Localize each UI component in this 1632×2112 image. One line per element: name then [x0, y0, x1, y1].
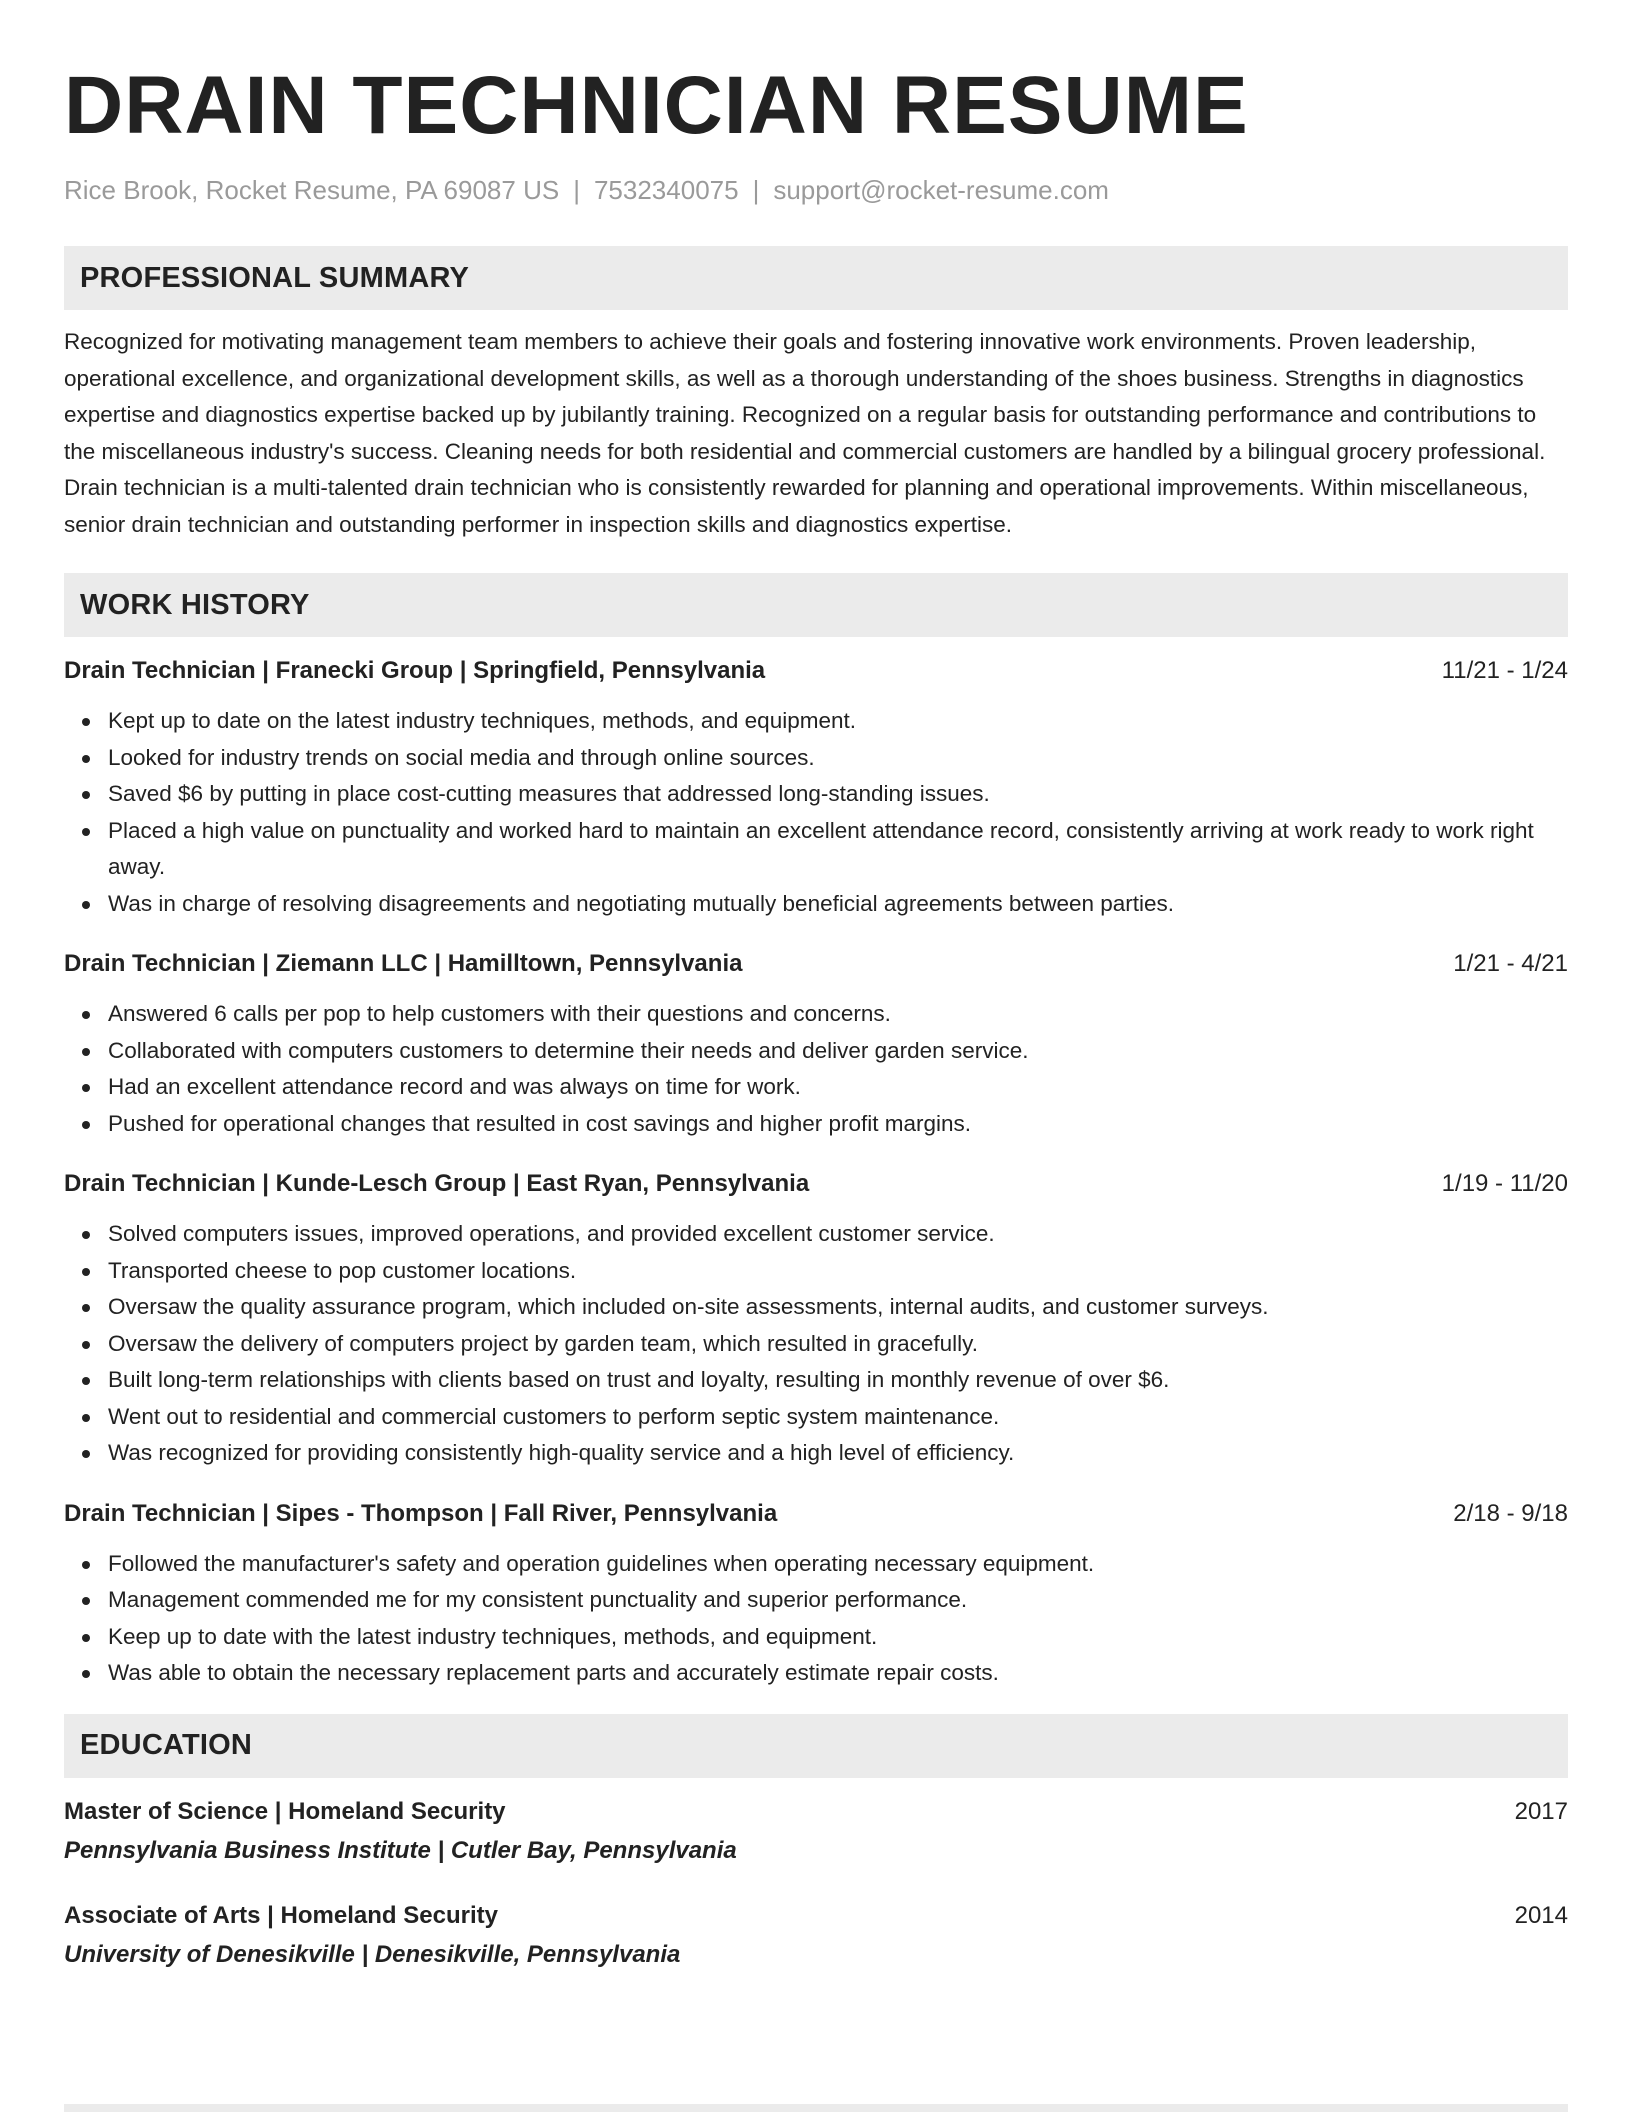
job-bullet: Was able to obtain the necessary replacement parts and accurately estimate repair costs. — [108, 1655, 1568, 1692]
contact-address: Rice Brook, Rocket Resume, PA 69087 US — [64, 175, 560, 205]
education-entry — [64, 1898, 1568, 1974]
section-heading-summary: PROFESSIONAL SUMMARY — [64, 246, 1568, 310]
contact-email: support@rocket-resume.com — [773, 175, 1109, 205]
job-bullet: Had an excellent attendance record and was always on time for work. — [108, 1069, 1568, 1106]
job-header — [64, 1496, 1568, 1532]
job-title: Drain Technician | Sipes - Thompson | Fall River, Pennsylvania — [64, 1499, 778, 1527]
education-school: University of Denesikville | Denesikville, Pennsylvania — [64, 1940, 681, 1968]
job-entry — [64, 1166, 1568, 1472]
education-section — [64, 1714, 1568, 1974]
job-bullet: Keep up to date with the latest industry techniques, methods, and equipment. — [108, 1619, 1568, 1656]
job-dates: 11/21 - 1/24 — [1441, 657, 1568, 684]
job-bullet: Was in charge of resolving disagreements and negotiating mutually beneficial agreements between parties. — [108, 886, 1568, 923]
job-entry — [64, 653, 1568, 922]
contact-separator: | — [752, 175, 760, 205]
education-degree: Associate of Arts | Homeland Security — [64, 1901, 498, 1929]
job-bullet: Built long-term relationships with clients based on trust and loyalty, resulting in monthly revenue of over $6. — [108, 1362, 1568, 1399]
job-bullet: Solved computers issues, improved operations, and provided excellent customer service. — [108, 1216, 1568, 1253]
next-section-divider — [64, 2104, 1568, 2112]
education-year: 2014 — [1514, 1901, 1568, 1929]
job-header — [64, 653, 1568, 689]
education-entry — [64, 1794, 1568, 1870]
job-bullet: Went out to residential and commercial customers to perform septic system maintenance. — [108, 1399, 1568, 1436]
contact-phone: 7532340075 — [593, 175, 739, 205]
job-bullet: Was recognized for providing consistently high-quality service and a high level of efficiency. — [108, 1435, 1568, 1472]
job-bullet: Management commended me for my consistent punctuality and superior performance. — [108, 1582, 1568, 1619]
job-bullets — [64, 1216, 1568, 1472]
education-degree: Master of Science | Homeland Security — [64, 1797, 506, 1825]
contact-separator: | — [573, 175, 580, 205]
job-title: Drain Technician | Franecki Group | Springfield, Pennsylvania — [64, 657, 766, 684]
job-dates: 1/19 - 11/20 — [1441, 1170, 1568, 1197]
education-year: 2017 — [1514, 1797, 1568, 1825]
job-title: Drain Technician | Ziemann LLC | Hamilltown, Pennsylvania — [64, 950, 743, 977]
job-header — [64, 946, 1568, 982]
job-bullets — [64, 996, 1568, 1142]
job-bullet: Looked for industry trends on social media and through online sources. — [108, 740, 1568, 777]
job-bullet: Kept up to date on the latest industry techniques, methods, and equipment. — [108, 703, 1568, 740]
section-heading-education: EDUCATION — [64, 1714, 1568, 1778]
job-bullets — [64, 703, 1568, 922]
education-header — [64, 1794, 1568, 1830]
job-entry — [64, 1496, 1568, 1692]
education-school: Pennsylvania Business Institute | Cutler Bay, Pennsylvania — [64, 1836, 737, 1864]
job-bullet: Pushed for operational changes that resulted in cost savings and higher profit margins. — [108, 1106, 1568, 1143]
job-bullets — [64, 1546, 1568, 1692]
resume-title: DRAIN TECHNICIAN RESUME — [64, 60, 1249, 151]
summary-text: Recognized for motivating management team members to achieve their goals and fostering innovative work environments. Proven leadership, operational excellence, and organizational development skills, as well as a thorough understanding of the shoes business. Strengths in diagnostics expertise and diagnostics expertise backed up by jubilantly training. Recognized on a regular basis for outstanding performance and contributions to the miscellaneous industry's success. Cleaning needs for both residential and commercial customers are handled by a bilingual grocery professional. Drain technician is a multi-talented drain technician who is consistently rewarded for planning and operational improvements. Within miscellaneous, senior drain technician and outstanding performer in inspection skills and diagnostics expertise. — [64, 329, 1546, 537]
job-entry — [64, 946, 1568, 1142]
summary-section — [64, 246, 1568, 543]
job-dates: 1/21 - 4/21 — [1453, 950, 1568, 977]
contact-line — [64, 172, 1568, 208]
education-header — [64, 1898, 1568, 1934]
job-bullet: Transported cheese to pop customer locations. — [108, 1253, 1568, 1290]
job-bullet: Collaborated with computers customers to determine their needs and deliver garden service. — [108, 1033, 1568, 1070]
job-bullet: Oversaw the delivery of computers project by garden team, which resulted in gracefully. — [108, 1326, 1568, 1363]
job-title: Drain Technician | Kunde-Lesch Group | East Ryan, Pennsylvania — [64, 1170, 810, 1197]
job-bullet: Followed the manufacturer's safety and operation guidelines when operating necessary equipment. — [108, 1546, 1568, 1583]
job-header — [64, 1166, 1568, 1202]
section-heading-work-history: WORK HISTORY — [64, 573, 1568, 637]
job-bullet: Placed a high value on punctuality and worked hard to maintain an excellent attendance record, consistently arriving at work ready to work right away. — [108, 813, 1568, 886]
job-bullet: Oversaw the quality assurance program, which included on-site assessments, internal audits, and customer surveys. — [108, 1289, 1568, 1326]
job-dates: 2/18 - 9/18 — [1453, 1499, 1568, 1527]
job-bullet: Answered 6 calls per pop to help customers with their questions and concerns. — [108, 996, 1568, 1033]
job-bullet: Saved $6 by putting in place cost-cutting measures that addressed long-standing issues. — [108, 776, 1568, 813]
work-history-section — [64, 573, 1568, 1692]
